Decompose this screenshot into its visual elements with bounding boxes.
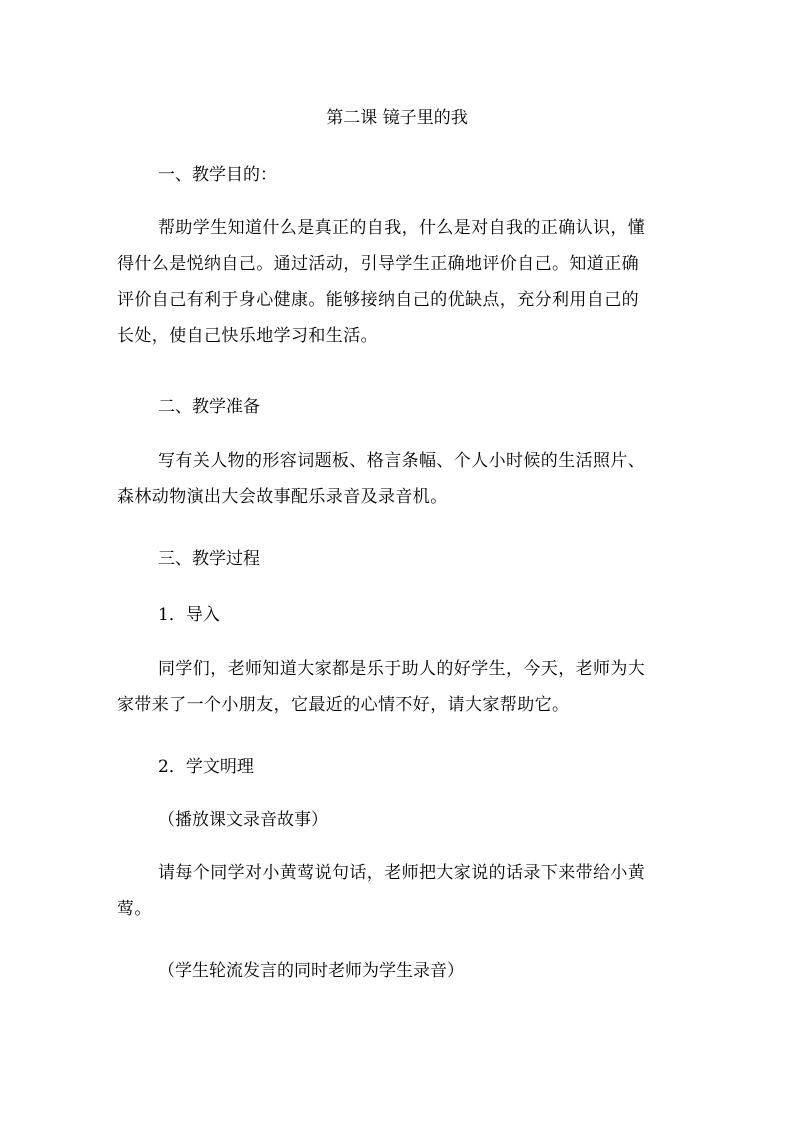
paragraph-study (117, 859, 679, 923)
paragraph-intro (117, 655, 679, 719)
paragraph-line: 同学们，老师知道大家都是乐于助人的好学生，今天，老师为大 (158, 659, 646, 679)
note-student-recording: （学生轮流发言的同时老师为学生录音） (158, 961, 464, 981)
section-heading-objectives: 一、教学目的： (158, 165, 277, 185)
paragraph-line: 请每个同学对小黄莺说句话，老师把大家说的话录下来带给小黄 (158, 863, 646, 883)
paragraph-line: 家带来了一个小朋友，它最近的心情不好，请大家帮助它。 (117, 695, 570, 715)
paragraph-line: 长处，使自己快乐地学习和生活。 (117, 326, 378, 346)
note-play-recording: （播放课文录音故事） (158, 810, 328, 830)
section-heading-process: 三、教学过程 (158, 549, 260, 569)
page-title: 第二课 镜子里的我 (326, 108, 468, 128)
section-heading-preparation: 二、教学准备 (158, 397, 260, 417)
paragraph-line: 帮助学生知道什么是真正的自我，什么是对自我的正确认识，懂 (158, 218, 646, 238)
paragraph-line: 莺。 (117, 899, 152, 919)
paragraph-preparation (117, 447, 679, 511)
paragraph-line: 森林动物演出大会故事配乐录音及录音机。 (117, 487, 448, 507)
paragraph-objectives (117, 214, 679, 350)
step-heading-study: 2．学文明理 (158, 757, 254, 777)
paragraph-line: 得什么是悦纳自己。通过活动，引导学生正确地评价自己。知道正确 (117, 254, 639, 274)
step-heading-intro: 1．导入 (158, 605, 220, 625)
paragraph-line: 评价自己有利于身心健康。能够接纳自己的优缺点，充分利用自己的 (117, 290, 639, 310)
paragraph-line: 写有关人物的形容词题板、格言条幅、个人小时候的生活照片、 (158, 451, 646, 471)
